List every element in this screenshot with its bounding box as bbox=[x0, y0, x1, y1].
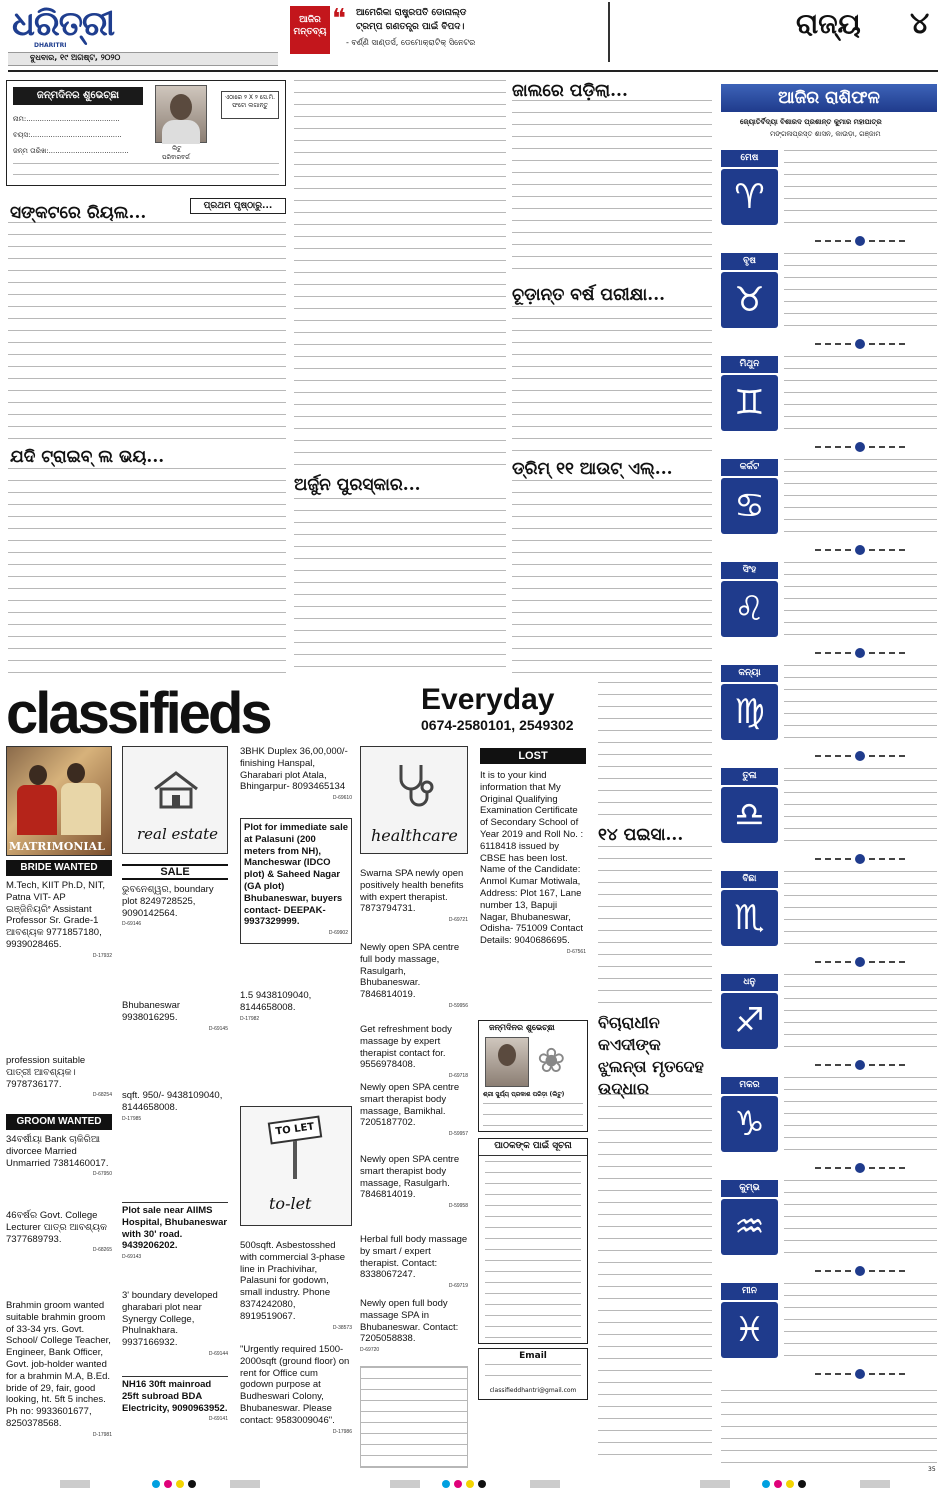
flower-icon: ❀ bbox=[537, 1041, 566, 1081]
page-number: ୪ bbox=[910, 6, 930, 41]
sale-heading bbox=[122, 864, 228, 880]
house-icon bbox=[151, 769, 201, 809]
h-notice bbox=[360, 1366, 468, 1468]
reader-notice-box bbox=[478, 1138, 588, 1344]
zodiac-separator bbox=[785, 547, 935, 553]
stethoscope-icon bbox=[391, 761, 439, 809]
ad-code: D-17986 bbox=[332, 1428, 352, 1435]
ad-code: D-38573 bbox=[332, 1324, 352, 1331]
aries-icon: ♈ bbox=[721, 169, 778, 225]
zodiac-separator bbox=[785, 1371, 935, 1377]
to-let-label: to-let bbox=[269, 1194, 312, 1213]
quote-author: - ବର୍ଣ୍ଣି ସାଣ୍ଡର୍ସ, ଡେମୋକ୍ରାଟିକ୍ ସିନେଟର bbox=[346, 38, 476, 47]
ad-code: D-69146 bbox=[122, 921, 142, 928]
classifieds-header bbox=[6, 681, 586, 746]
birthday-ad-name: ଶ୍ରୀ ସୁର୍ଯ୍ୟ ପ୍ରକାଶ ପରିଡ଼ା (ଲିଟୁ) bbox=[483, 1091, 565, 1098]
lost-label: LOST bbox=[518, 750, 548, 762]
zodiac-sign-label: କନ୍ୟା bbox=[721, 665, 778, 682]
leo-icon: ♌ bbox=[721, 581, 778, 637]
lost-heading bbox=[480, 748, 586, 764]
re-ad-6: NH16 30ft mainroad 25ft subroad BDA Electricity, 9090963952. D-69141 bbox=[122, 1376, 228, 1426]
horoscope-footer-text bbox=[721, 1390, 937, 1466]
footer-registration bbox=[0, 1466, 945, 1494]
first-page-tab-label: ପ୍ରଥମ ପୃଷ୍ଠାରୁ... bbox=[203, 201, 273, 211]
lower-head-1: ୧୪ ପଇସା... bbox=[598, 825, 684, 845]
masthead-rule bbox=[8, 70, 938, 72]
zodiac-separator bbox=[785, 856, 935, 862]
groom-wanted-label: GROOM WANTED bbox=[16, 1116, 102, 1127]
left-article-2 bbox=[8, 468, 286, 678]
first-page-tab bbox=[190, 198, 286, 214]
section-name: ରାଜ୍ୟ bbox=[796, 7, 861, 40]
col3-head-1: ଜାଲରେ ପଡ଼ିଲା... bbox=[512, 81, 628, 101]
tl-ad-1: 500sqft. Asbestosshed with commercial 3-phase line in Prachivihar, Palasuni for godown, small industry. Phone 8374242080, 8919519067. D-38573 bbox=[240, 1240, 352, 1334]
masthead-divider bbox=[608, 2, 610, 62]
left-head-1: ସଙ୍କଟରେ ରିୟଲ... bbox=[10, 203, 147, 223]
zodiac-sign-label: ସିଂହ bbox=[721, 562, 778, 579]
col3-article-1 bbox=[512, 100, 712, 278]
ad-code: D-69145 bbox=[208, 1025, 228, 1032]
birthday-ad-photo bbox=[485, 1037, 529, 1087]
h-ad-6: Herbal full body massage by smart / expert therapist. Contact: 8338067247. D-69719 bbox=[360, 1234, 468, 1293]
healthcare-banner bbox=[360, 746, 468, 854]
libra-icon: ♎ bbox=[721, 787, 778, 843]
re-ad-8: Plot for immediate sale at Palasuni (200 meters from NH), Mancheswar (IDCO plot) & Saheed Nagar (GA plot) Bhubaneswar, buyers contact- DEEPAK- 9937329999. D-69902 bbox=[240, 818, 352, 944]
birthday-box bbox=[6, 80, 286, 186]
real-estate-banner bbox=[122, 746, 228, 854]
mid-article-1 bbox=[294, 80, 506, 470]
left-head-2: ଯଦି ଟ୍ରାଇବ୍ ଲ ଭୟ... bbox=[10, 447, 165, 467]
zodiac-separator bbox=[785, 753, 935, 759]
ad-code: D-59958 bbox=[448, 1203, 468, 1210]
ad-code: D-69141 bbox=[208, 1416, 228, 1423]
left-article-1 bbox=[8, 222, 286, 440]
ad-code: D-69720 bbox=[360, 1347, 380, 1354]
ad-code: D-69721 bbox=[448, 917, 468, 924]
horoscope-address: ମଙ୍ଗଳାପ୍ରସ୍ତ ଶାସନ, କାଉଡ଼ା, ଗଞ୍ଜାମ bbox=[770, 130, 881, 138]
ad-code: D-69718 bbox=[448, 1073, 468, 1080]
bride-ad-1: M.Tech, KIIT Ph.D, NIT, Patna VIT- AP ଇଞ୍ଜିନିୟରିଂ Assistant Professor Sr. Grade-1 ଆବଶ୍ୟକ 9771857180, 9939028465. D-17932 bbox=[6, 880, 112, 963]
zodiac-sign-label: ବୃଷ bbox=[721, 253, 778, 270]
col3-article-3 bbox=[512, 480, 712, 678]
mid-article-2 bbox=[294, 498, 506, 678]
zodiac-separator bbox=[785, 1165, 935, 1171]
lower-head-2: ବିଚାରାଧୀନ କଏଦୀଙ୍କ ଝୁଲନ୍ତା ମୃତଦେହ ଉଦ୍ଧାର bbox=[598, 1013, 704, 1098]
birthday-photo bbox=[155, 85, 207, 143]
birthday-ad-title: ଜନ୍ମଦିନର ଶୁଭେଚ୍ଛା bbox=[489, 1023, 555, 1032]
matrimonial-image bbox=[6, 746, 112, 856]
zodiac-forecast-text bbox=[784, 974, 937, 1048]
ad-code: D-69144 bbox=[208, 1350, 228, 1357]
classifieds-title: classifieds bbox=[6, 681, 270, 746]
zodiac-forecast-text bbox=[784, 1077, 937, 1151]
birthday-size-note: ଏଠାରେ ୨ X ୨ ସେ.ମି. ଫଟୋ ଲଗାନ୍ତୁ bbox=[221, 91, 279, 119]
tl-ad-2: "Urgently required 1500-2000sqft (ground floor) on rent for Office cum godown purpose at Budheswari Colony, Bhubaneswar. Please contact: 9583009046". D-17986 bbox=[240, 1344, 352, 1438]
h-ad-7: Newly open full body massage SPA in Bhubaneswar. Contact: 7205058838. D-69720 bbox=[360, 1298, 468, 1357]
zodiac-sign-label: ମକର bbox=[721, 1077, 778, 1094]
to-let-sign-icon bbox=[269, 1119, 321, 1179]
logo-sub: DHARITRI bbox=[34, 42, 67, 49]
zodiac-sign-label: ମେଷ bbox=[721, 150, 778, 167]
ad-code: D-17982 bbox=[240, 1015, 260, 1022]
groom-ad-2: 46ବର୍ଷର Govt. College Lecturer ପାତ୍ର ଆବଶ୍ୟକ 7377689793. D-68265 bbox=[6, 1210, 112, 1257]
groom-wanted-heading bbox=[6, 1114, 112, 1130]
col3-article-4 bbox=[598, 682, 712, 820]
lower-article-1 bbox=[598, 846, 712, 1004]
bride-wanted-label: BRIDE WANTED bbox=[20, 862, 98, 873]
zodiac-sign-label: ମିଥୁନ bbox=[721, 356, 778, 373]
col3-article-2 bbox=[512, 306, 712, 452]
ad-code: D-59957 bbox=[448, 1131, 468, 1138]
zodiac-forecast-text bbox=[784, 1180, 937, 1254]
zodiac-forecast-text bbox=[784, 768, 937, 842]
ad-code: D-67561 bbox=[566, 948, 586, 955]
zodiac-separator bbox=[785, 959, 935, 965]
zodiac-forecast-text bbox=[784, 150, 937, 224]
quote-tag-line2: ମନ୍ତବ୍ୟ bbox=[293, 26, 327, 37]
birthday-date-label: ଜନ୍ମ ତାରିଖ:.................................... bbox=[13, 147, 129, 155]
matrimonial-label: MATRIMONIAL bbox=[9, 840, 105, 853]
mid-head-1: ଅର୍ଜୁନ ପୁରସ୍କାର... bbox=[294, 475, 421, 495]
sale-label: SALE bbox=[160, 866, 190, 878]
masthead bbox=[0, 0, 945, 72]
footer-page-num: 35 bbox=[928, 1466, 936, 1473]
birthday-photo-caption: ଲିଟୁ bbox=[172, 145, 182, 152]
birthday-age-label: ବୟସ:......................................... bbox=[13, 131, 122, 139]
h-ad-1: Swarna SPA newly open positively health benefits with expert therapist. 7873794731. D-69721 bbox=[360, 868, 468, 927]
everyday-label: Everyday bbox=[421, 683, 555, 716]
groom-ad-1: 34ବର୍ଷୀୟା Bank ଚାକିରିଆ divorcee Married Unmarried 7381460017. D-67950 bbox=[6, 1134, 112, 1181]
col3-head-3: ଡ୍ରିମ୍ ୧୧ ଆଉଟ୍ ଏଲ୍... bbox=[512, 459, 673, 479]
to-let-sign-text: TO LET bbox=[268, 1115, 323, 1144]
taurus-icon: ♉ bbox=[721, 272, 778, 328]
date-text: ବୁଧବାର, ୧୯ ଅଗଷ୍ଟ, ୨୦୨୦ bbox=[30, 53, 121, 62]
ad-code: D-67950 bbox=[92, 1171, 112, 1178]
to-let-banner bbox=[240, 1106, 352, 1226]
date-bar bbox=[8, 52, 278, 66]
groom-ad-3: Brahmin groom wanted suitable brahmin groom of 33-34 yrs. Govt. School/ College Teacher, Engineer, Bank Officer, Govt. job-holder wanted for a brahmin M.A, B.Ed. bride of 29, fair, good looking, ht. 5ft 5 inches. Ph no: 9933601677, 8250378568. D-17981 bbox=[6, 1300, 112, 1442]
zodiac-separator bbox=[785, 1062, 935, 1068]
h-ad-2: Newly open SPA centre full body massage, Rasulgarh, Bhubaneswar. 7846814019. D-59956 bbox=[360, 942, 468, 1013]
zodiac-sign-label: ବିଛା bbox=[721, 871, 778, 888]
newspaper-logo: ଧରିତ୍ରୀ bbox=[12, 4, 115, 44]
birthday-name-label: ନାମ:.......................................... bbox=[13, 115, 120, 123]
zodiac-forecast-text bbox=[784, 459, 937, 533]
zodiac-sign-label: ଧନୁ bbox=[721, 974, 778, 991]
birthday-photo-sub: ପରିବାରବର୍ଗ bbox=[162, 154, 190, 161]
zodiac-forecast-text bbox=[784, 562, 937, 636]
quote-line-1: ଆମେରିକା ରାଷ୍ଟ୍ରପତି ଡୋନାଲ୍ଡ bbox=[356, 8, 467, 18]
horoscope-title: ଆଜିର ରାଶିଫଳ bbox=[778, 88, 880, 108]
re-ad-3: sqft. 950/- 9438109040, 8144658008. D-17985 bbox=[122, 1090, 228, 1125]
quote-tag-line1: ଆଜିର bbox=[299, 15, 321, 25]
re-ad-2: Bhubaneswar 9938016295. D-69145 bbox=[122, 1000, 228, 1035]
re-ad-1: ଭୁବନେଶ୍ୱର, boundary plot 8249728525, 9090142564. D-69146 bbox=[122, 884, 228, 931]
zodiac-separator bbox=[785, 444, 935, 450]
birthday-title-bar bbox=[13, 87, 143, 105]
h-ad-4: Newly open SPA centre smart therapist body massage, Bamikhal. 7205187702. D-59957 bbox=[360, 1082, 468, 1141]
zodiac-forecast-text bbox=[784, 356, 937, 430]
horoscope-title-bar bbox=[721, 84, 937, 112]
ad-code: D-69719 bbox=[448, 1283, 468, 1290]
email-address: classifieddhantri@gmail.com bbox=[489, 1386, 577, 1394]
email-label: Email bbox=[519, 1351, 547, 1361]
zodiac-separator bbox=[785, 341, 935, 347]
birthday-ad-box bbox=[478, 1020, 588, 1132]
classifieds-phone: 0674-2580101, 2549302 bbox=[421, 717, 574, 733]
zodiac-sign-label: କୁମ୍ଭ bbox=[721, 1180, 778, 1197]
ad-code: D-69143 bbox=[122, 1254, 142, 1261]
ad-code: D-69610 bbox=[332, 795, 352, 802]
zodiac-sign-label: କର୍କଟ bbox=[721, 459, 778, 476]
h-ad-5: Newly open SPA centre smart therapist body massage, Rasulgarh. 7846814019. D-59958 bbox=[360, 1154, 468, 1213]
birthday-ad-text bbox=[483, 1103, 583, 1129]
re-ad-4: Plot sale near AIIMS Hospital, Bhubaneswar with 30' road. 9439206202. D-69143 bbox=[122, 1202, 228, 1264]
zodiac-sign-label: ମୀନ bbox=[721, 1283, 778, 1300]
ad-code: D-59956 bbox=[448, 1002, 468, 1009]
zodiac-separator bbox=[785, 238, 935, 244]
ad-code: D-69902 bbox=[328, 930, 348, 937]
email-box bbox=[478, 1348, 588, 1400]
real-estate-label: real estate bbox=[137, 825, 219, 843]
zodiac-forecast-text bbox=[784, 665, 937, 739]
horoscope-astrologer: ଜ୍ୟୋତିର୍ବିଦ୍ୟା ବିଶାରଦ ପ୍ରଶାନ୍ତ କୁମାର ମହାପାତ୍ର bbox=[740, 118, 882, 126]
email-address-lines bbox=[485, 1364, 581, 1386]
sagittarius-icon: ♐ bbox=[721, 993, 778, 1049]
cancer-icon: ♋ bbox=[721, 478, 778, 534]
quote-line-2: ଟ୍ରମ୍ପ ଗଣତନ୍ତ୍ର ପାଇଁ ବିପଦ। bbox=[356, 22, 465, 32]
bride-ad-2: profession suitable ପାତ୍ରୀ ଆବଶ୍ୟକ। 7978736177. D-68254 bbox=[6, 1055, 112, 1102]
capricorn-icon: ♑ bbox=[721, 1096, 778, 1152]
gemini-icon: ♊ bbox=[721, 375, 778, 431]
lower-article-2 bbox=[598, 1094, 712, 1466]
zodiac-separator bbox=[785, 1268, 935, 1274]
quote-mark-icon: ❝ bbox=[332, 4, 346, 34]
ad-code: D-17981 bbox=[92, 1431, 112, 1438]
virgo-icon: ♍ bbox=[721, 684, 778, 740]
ad-code: D-68265 bbox=[92, 1247, 112, 1254]
zodiac-forecast-text bbox=[784, 871, 937, 945]
aquarius-icon: ♒ bbox=[721, 1199, 778, 1255]
ad-code: D-17932 bbox=[92, 952, 112, 959]
re-ad-5: 3' boundary developed gharabari plot near Synergy College, Phulnakhara. 9937166932. D-69144 bbox=[122, 1290, 228, 1361]
ad-code: D-68254 bbox=[92, 1092, 112, 1099]
re-ad-9: 1.5 9438109040, 8144658008. D-17982 bbox=[240, 990, 352, 1025]
quote-tag bbox=[290, 6, 330, 54]
lost-ad-1: It is to your kind information that My Original Qualifying Examination Certificate of Secondary School of Year 2019 and Roll No. : 6118418 issued by CBSE has been lost. Name of the Candidate: Anmol Kumar Motiwala, Address: Plot 167, Lane number 13, Bapuji Nagar, Bhubaneswar, Odisha- 751009 Contact Details: 9040686695. D-67561 bbox=[480, 770, 586, 959]
zodiac-forecast-text bbox=[784, 253, 937, 327]
scorpio-icon: ♏ bbox=[721, 890, 778, 946]
zodiac-separator bbox=[785, 650, 935, 656]
h-ad-3: Get refreshment body massage by expert therapist contact for. 9556978408. D-69718 bbox=[360, 1024, 468, 1083]
zodiac-forecast-text bbox=[784, 1283, 937, 1357]
birthday-fineprint bbox=[13, 163, 279, 183]
reader-notice-text bbox=[485, 1161, 581, 1339]
bride-wanted-heading bbox=[6, 860, 112, 876]
ad-code: D-17985 bbox=[122, 1115, 142, 1122]
birthday-title: ଜନ୍ମଦିନର ଶୁଭେଚ୍ଛା bbox=[36, 90, 120, 101]
re-ad-7: 3BHK Duplex 36,00,000/- finishing Hanspal, Gharabari plot Atala, Bhingarpur- 8093465134 D-69610 bbox=[240, 746, 352, 805]
healthcare-label: healthcare bbox=[371, 826, 458, 845]
pisces-icon: ♓ bbox=[721, 1302, 778, 1358]
reader-notice-title: ପାଠକଙ୍କ ପାଇଁ ସୂଚନା bbox=[479, 1141, 587, 1156]
zodiac-sign-label: ତୁଳା bbox=[721, 768, 778, 785]
col3-head-2: ଚୂଡ଼ାନ୍ତ ବର୍ଷ ପରୀକ୍ଷା... bbox=[512, 285, 666, 305]
